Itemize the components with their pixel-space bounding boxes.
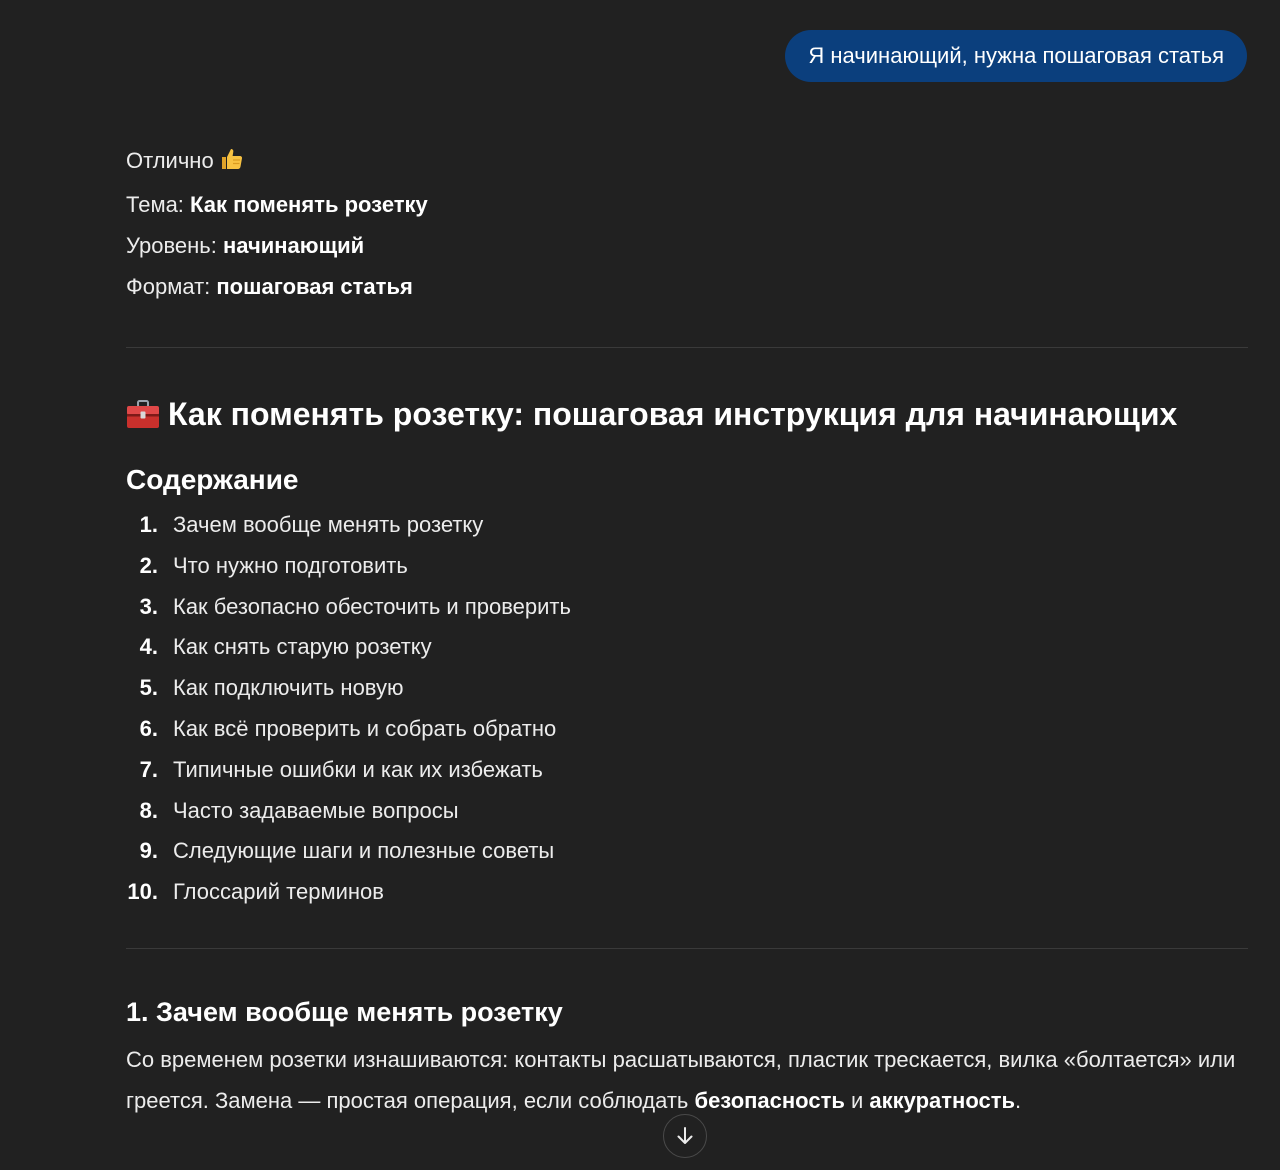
topic-value: Как поменять розетку: [190, 192, 428, 217]
toc-item-number: 7.: [139, 756, 158, 782]
thumbs-up-icon: [220, 143, 244, 184]
toc-item-number: 10.: [127, 879, 158, 905]
article-title-text: Как поменять розетку: пошаговая инструкция для начинающих: [168, 396, 1178, 432]
toc-item-text: Часто задаваемые вопросы: [173, 797, 459, 823]
paragraph-text: Со временем розетки изнашиваются: контакты расшатываются, пластик трескается, вилка «болтается» или греется. Замена — простая операция, если соблюдать: [126, 1046, 1236, 1113]
toc-item-number: 3.: [139, 593, 158, 619]
article-title: [126, 394, 1248, 434]
toc-item-text: Как подключить новую: [173, 675, 404, 701]
intro-block: [126, 140, 1248, 307]
toc-item: [126, 831, 1248, 872]
toc-item-number: 4.: [139, 634, 158, 660]
divider: [126, 948, 1248, 949]
toc-item-number: 2.: [139, 552, 158, 578]
toc-item: [126, 546, 1248, 587]
toc-item-text: Следующие шаги и полезные советы: [173, 838, 555, 864]
divider: [126, 347, 1248, 348]
paragraph-bold: аккуратность: [869, 1087, 1016, 1113]
toc-item: [126, 709, 1248, 750]
greeting-text: Отлично: [126, 148, 214, 173]
paragraph-bold: безопасность: [694, 1087, 845, 1113]
toc-item-text: Что нужно подготовить: [173, 552, 408, 578]
toc-item-text: Как снять старую розетку: [173, 634, 432, 660]
toc-list: [126, 505, 1248, 913]
toc-item-number: 9.: [139, 838, 158, 864]
toc-item-number: 8.: [139, 797, 158, 823]
topic-line: [126, 184, 1248, 225]
format-line: [126, 266, 1248, 307]
toc-item-text: Глоссарий терминов: [173, 879, 384, 905]
level-line: [126, 225, 1248, 266]
arrow-down-icon: [674, 1125, 696, 1147]
level-label: Уровень:: [126, 233, 217, 258]
greeting-line: [126, 140, 1248, 184]
scroll-to-bottom-button[interactable]: [663, 1114, 707, 1158]
level-value: начинающий: [222, 233, 365, 258]
toc-item: [126, 791, 1248, 832]
toc-item: [126, 872, 1248, 913]
toc-item-number: 5.: [139, 675, 158, 701]
toolbox-icon: [126, 399, 160, 429]
toc-item: [126, 627, 1248, 668]
toc-item-number: 1.: [139, 512, 158, 537]
toc-item-text: Как всё проверить и собрать обратно: [173, 715, 557, 741]
toc-item: [126, 750, 1248, 791]
topic-label: Тема:: [126, 192, 184, 217]
format-value: пошаговая статья: [216, 274, 413, 299]
toc-item-text: Зачем вообще менять розетку: [173, 512, 484, 537]
toc-heading: Содержание: [126, 464, 299, 495]
toc-item-text: Типичные ошибки и как их избежать: [173, 756, 543, 782]
toc-item: [126, 505, 1248, 546]
user-message-bubble: Я начинающий, нужна пошаговая статья: [785, 30, 1247, 82]
section-paragraph: [126, 1039, 1248, 1121]
section-title: 1. Зачем вообще менять розетку: [126, 996, 563, 1027]
format-label: Формат:: [126, 274, 211, 299]
toc-item: [126, 587, 1248, 628]
paragraph-text: и: [844, 1087, 870, 1113]
paragraph-text: .: [1015, 1087, 1022, 1113]
toc-item: [126, 668, 1248, 709]
toc-item-number: 6.: [139, 715, 158, 741]
assistant-message: [126, 140, 1248, 1121]
toc-item-text: Как безопасно обесточить и проверить: [173, 593, 571, 619]
